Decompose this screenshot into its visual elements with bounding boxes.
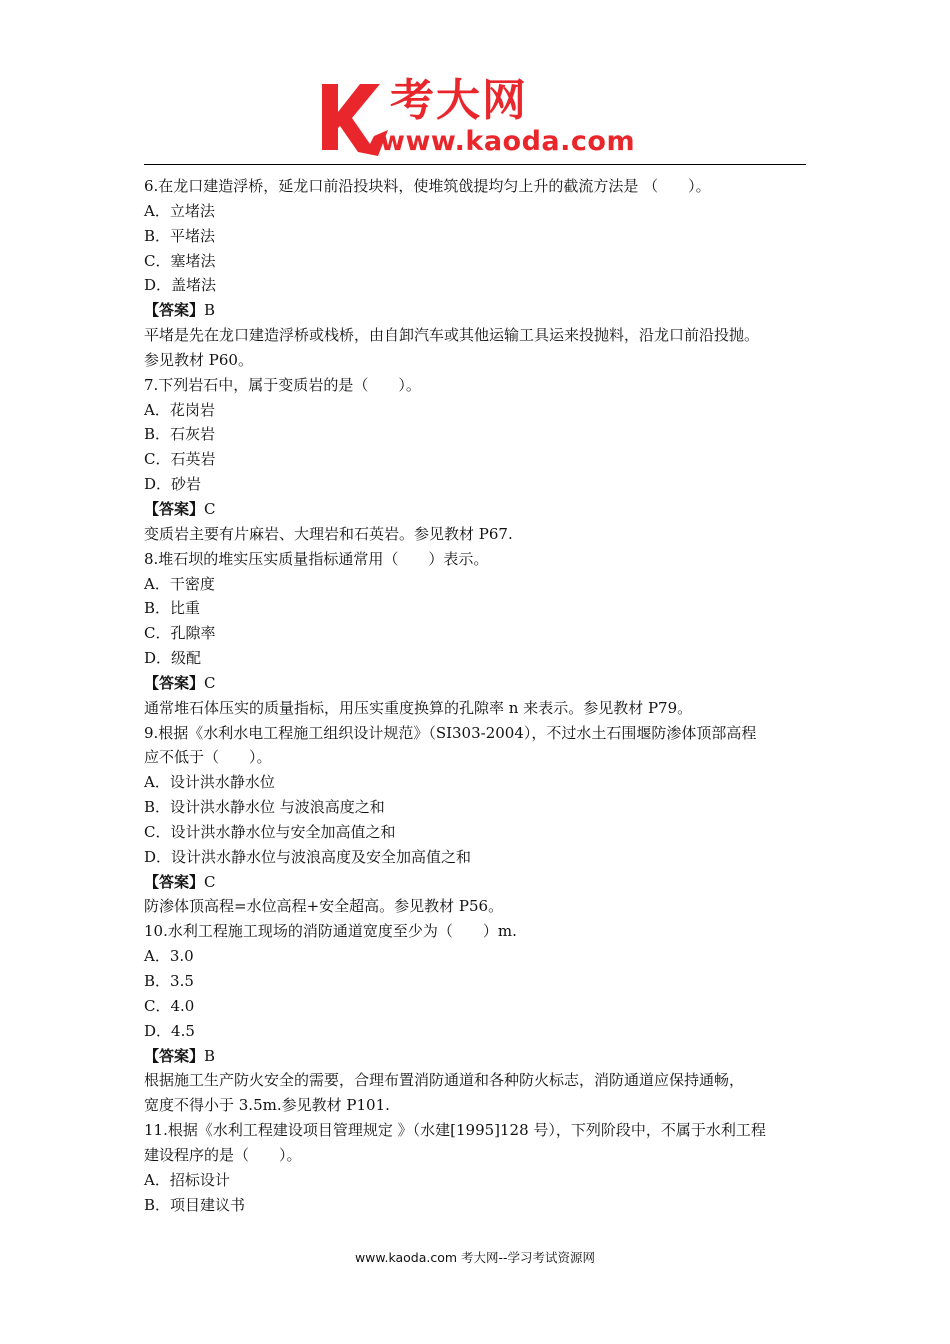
answer-label: 【答案】 <box>144 673 205 692</box>
answer-value: C <box>204 499 216 518</box>
answer-label: 【答案】 <box>144 1046 205 1065</box>
explanation-line: 平堵是先在龙口建造浮桥或栈桥，由自卸汽车或其他运输工具运来投抛料，沿龙口前沿投抛。 <box>144 326 760 345</box>
answer-option: B．比重 <box>144 599 201 618</box>
answer-option: C．孔隙率 <box>144 624 216 643</box>
answer-line <box>144 671 824 696</box>
header-divider <box>144 164 806 165</box>
answer-line <box>144 497 824 522</box>
question-stem: 11.根据《水利工程建设项目管理规定 》（水建[1995]128 号），下列阶段中，不属于水利工程 <box>144 1121 766 1140</box>
answer-line <box>144 1044 824 1069</box>
answer-value: B <box>204 1046 216 1065</box>
answer-option: D．设计洪水静水位与波浪高度及安全加高值之和 <box>144 847 472 866</box>
question-stem: 9.根据《水利水电工程施工组织设计规范》（SI303-2004），不过水土石围堰防渗体顶部高程 <box>144 723 757 742</box>
answer-option: A．3.0 <box>144 947 194 966</box>
answer-line <box>144 870 824 895</box>
explanation-line: 根据施工生产防火安全的需要，合理布置消防通道和各种防火标志，消防通道应保持通畅， <box>144 1071 745 1090</box>
question-stem: 6.在龙口建造浮桥，延龙口前沿投块料，使堆筑戗提均匀上升的截流方法是 （ ）。 <box>144 177 711 195</box>
answer-option: B．石灰岩 <box>144 425 216 444</box>
logo-url-text: www.kaoda.com <box>380 126 636 157</box>
answer-option: D．砂岩 <box>144 475 202 494</box>
answer-option: B．项目建议书 <box>144 1195 246 1214</box>
explanation-line: 参见教材 P60。 <box>144 350 253 369</box>
answer-option: A．设计洪水静水位 <box>144 773 275 792</box>
answer-option: A．招标设计 <box>144 1170 230 1189</box>
explanation-line: 应不低于（ ）。 <box>144 748 272 767</box>
answer-option: B．3.5 <box>144 972 194 990</box>
answer-value: B <box>204 301 216 320</box>
answer-label: 【答案】 <box>144 872 205 891</box>
answer-option: A．立堵法 <box>144 201 215 220</box>
answer-option: A．花岗岩 <box>144 400 215 419</box>
answer-option: B．设计洪水静水位 与波浪高度之和 <box>144 798 385 817</box>
answer-value: C <box>204 872 216 891</box>
explanation-line: 防渗体顶高程=水位高程+安全超高。参见教材 P56。 <box>144 897 504 916</box>
answer-option: B．平堵法 <box>144 226 216 245</box>
question-stem: 8.堆石坝的堆实压实质量指标通常用（ ）表示。 <box>144 549 489 568</box>
answer-option: D．4.5 <box>144 1021 195 1040</box>
answer-option: C．石英岩 <box>144 450 216 469</box>
answer-option: C．4.0 <box>144 996 195 1015</box>
answer-option: A．干密度 <box>144 574 215 593</box>
answer-option: C．塞堵法 <box>144 251 216 270</box>
answer-option: C．设计洪水静水位与安全加高值之和 <box>144 822 396 841</box>
answer-label: 【答案】 <box>144 499 205 518</box>
answer-option: D．盖堵法 <box>144 276 217 295</box>
logo-chinese-name: 考大网 <box>390 75 528 126</box>
page-footer: www.kaoda.com 考大网--学习考试资源网 <box>354 1250 596 1265</box>
explanation-line: 宽度不得小于 3.5m.参见教材 P101. <box>144 1096 390 1115</box>
explanation-line: 变质岩主要有片麻岩、大理岩和石英岩。参见教材 P67. <box>144 524 513 543</box>
explanation-line: 建设程序的是（ ）。 <box>144 1145 302 1164</box>
answer-line <box>144 298 824 323</box>
question-content <box>144 174 824 1217</box>
question-stem: 10.水利工程施工现场的消防通道宽度至少为（ ）m. <box>144 922 517 941</box>
kaoda-logo[interactable] <box>318 75 643 162</box>
explanation-line: 通常堆石体压实的质量指标，用压实重度换算的孔隙率 n 来表示。参见教材 P79。 <box>144 698 693 717</box>
answer-label: 【答案】 <box>144 301 205 320</box>
question-stem: 7.下列岩石中，属于变质岩的是（ ）。 <box>144 375 421 394</box>
answer-option: D．级配 <box>144 649 202 668</box>
answer-value: C <box>204 673 216 692</box>
